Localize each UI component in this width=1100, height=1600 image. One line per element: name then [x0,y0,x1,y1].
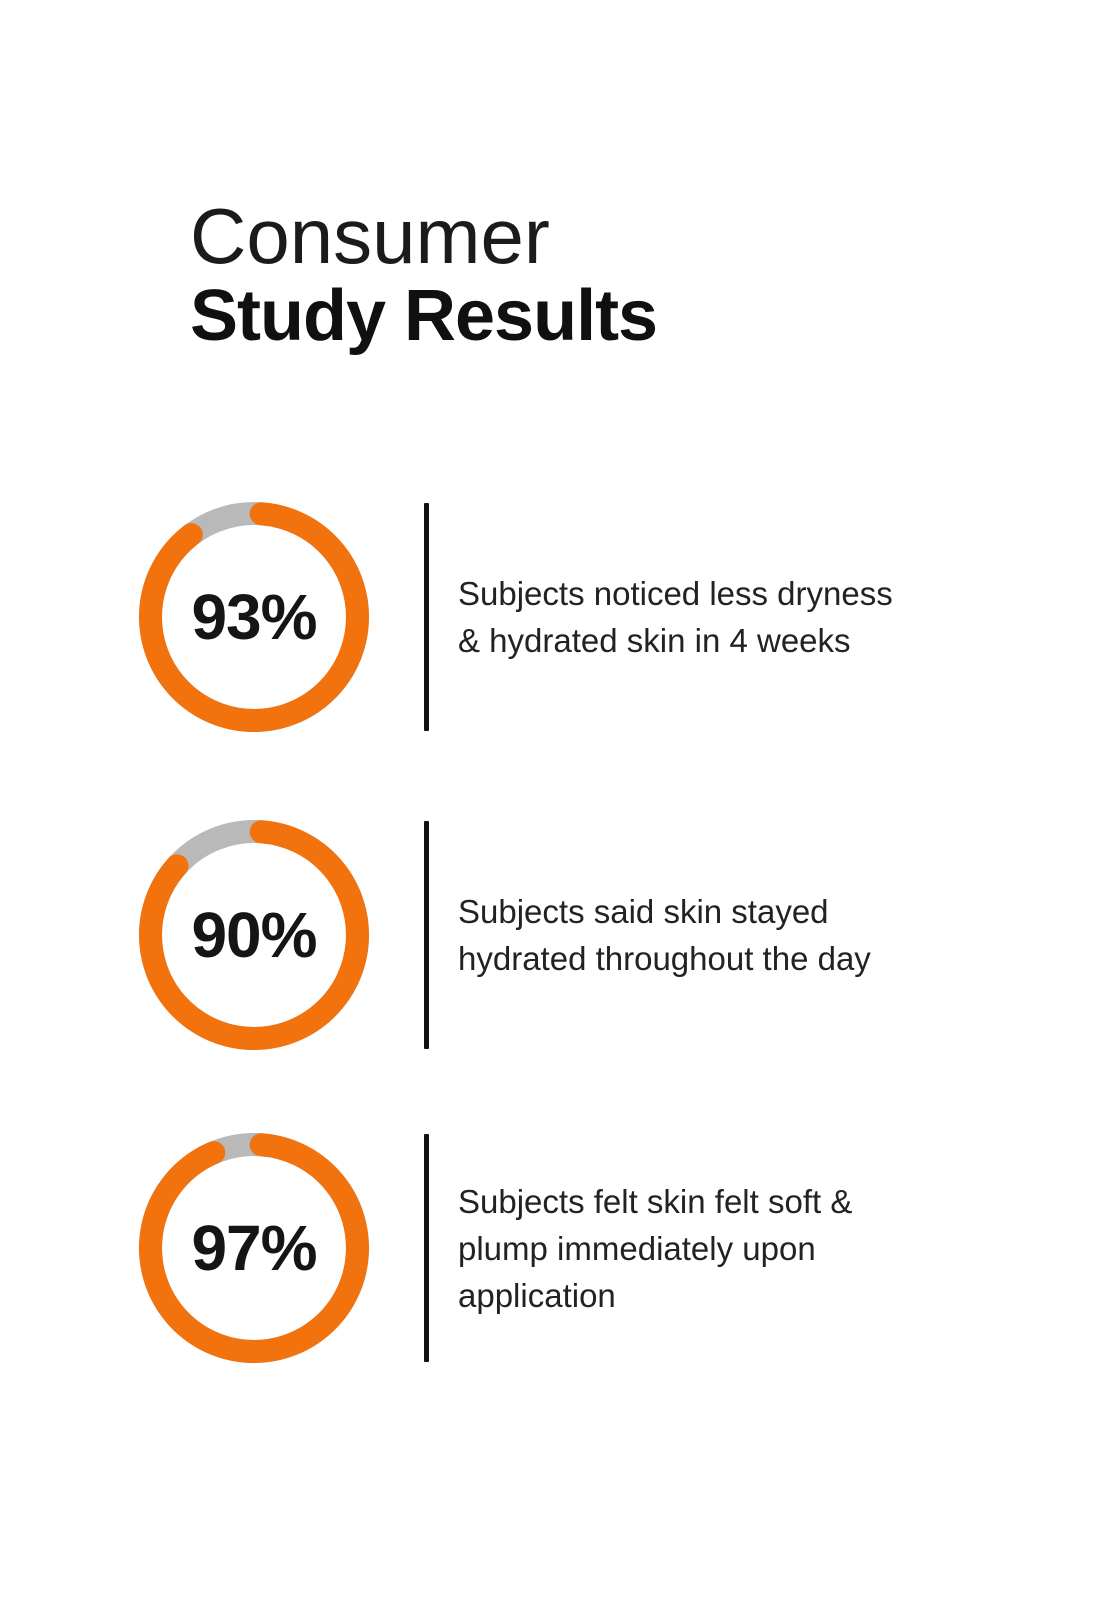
page-title [190,192,658,356]
title-line-1: Consumer [190,192,550,280]
percent-label: 90% [191,899,317,971]
result-caption [458,570,893,664]
percent-label: 93% [191,581,317,653]
result-row [139,820,871,1050]
progress-ring [139,820,369,1050]
vertical-divider [424,503,429,731]
caption-line: application [458,1276,616,1314]
title-line-2: Study Results [190,276,658,356]
vertical-divider [424,821,429,1049]
caption-line: plump immediately upon [458,1229,816,1267]
result-row [139,502,893,732]
caption-line: Subjects noticed less dryness [458,575,893,612]
caption-line: Subjects felt skin felt soft & [458,1182,853,1220]
caption-line: hydrated throughout the day [458,940,871,977]
vertical-divider [424,1134,429,1362]
caption-line: & hydrated skin in 4 weeks [458,622,851,659]
result-caption [458,1178,852,1319]
progress-ring [139,502,369,732]
progress-ring [139,1133,369,1363]
result-caption [458,888,871,982]
result-row [139,1133,852,1363]
caption-line: Subjects said skin stayed [458,893,829,930]
percent-label: 97% [191,1212,317,1284]
